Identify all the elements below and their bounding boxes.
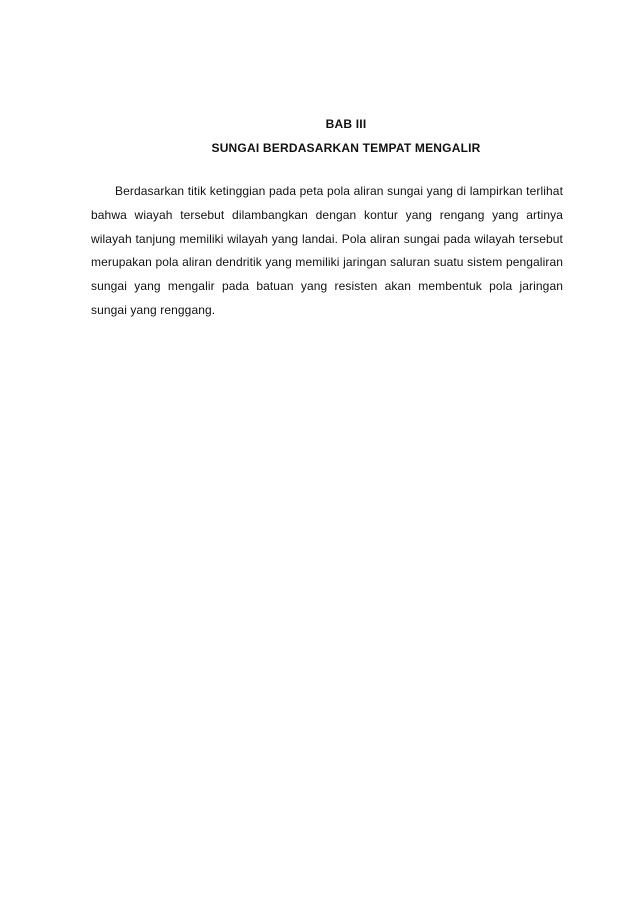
chapter-number: BAB III — [325, 117, 367, 131]
chapter-title: SUNGAI BERDASARKAN TEMPAT MENGALIR — [211, 141, 481, 155]
body-paragraph: Berdasarkan titik ketinggian pada peta pola aliran sungai yang di lampirkan terlihat bahwa wiayah tersebut dilambangkan dengan kontur yang rengang yang artinya wilayah tanjung memiliki wilayah yang landai. Pola aliran sungai pada wilayah tersebut merupakan pola aliran dendritik yang memiliki jaringan saluran suatu sistem pengaliran sungai yang mengalir pada batuan yang resisten akan membentuk pola jaringan sungai yang renggang. — [91, 184, 563, 317]
